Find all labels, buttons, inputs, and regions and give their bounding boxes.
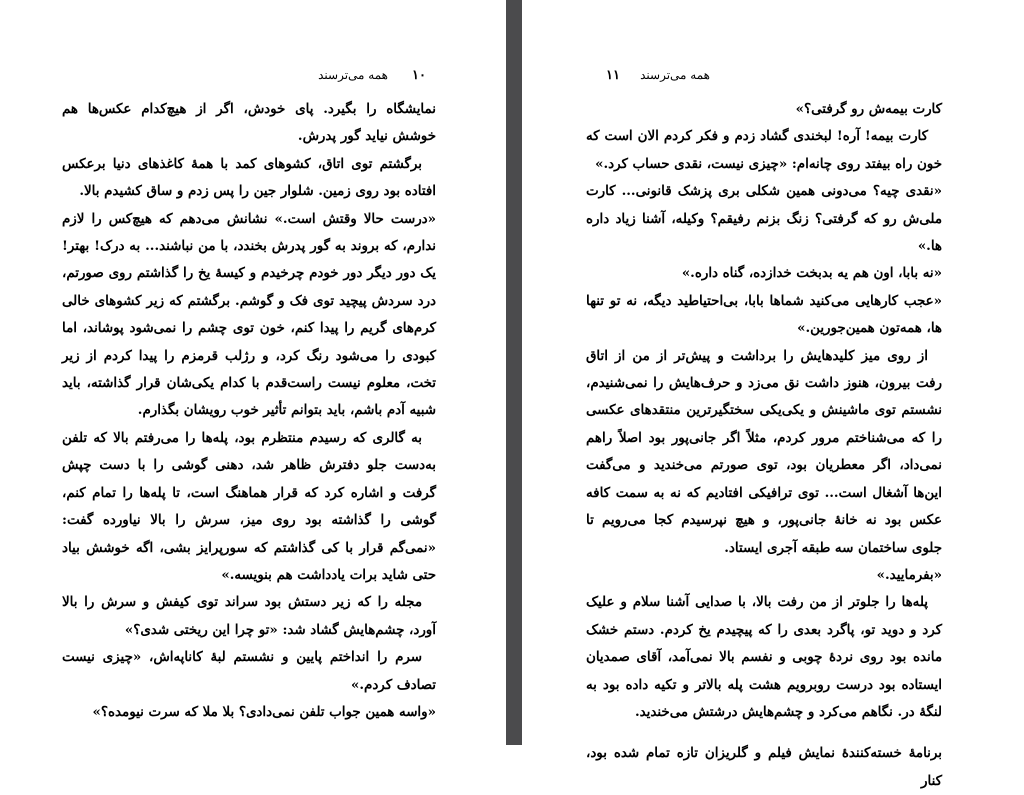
paragraph: از روی میز کلیدهایش را برداشت و پیش‌تر از من از اتاق رفت بیرون، هنوز داشت نق می‌زد و حرف‌هایش را نمی‌شنیدم، نشستم توی ماشینش و یکی‌یکی سختگیرترین منتقدهای عکسی را که می‌شناختم مرور کردم، مثلاً اگر جانی‌پور بود اصلاً راهم نمی‌داد، اگر معطریان بود، توی صورتم می‌خندید و می‌گفت این‌ها آشغال است... توی ترافیکی افتادیم که نه به سمت کافه عکس بود نه خانهٔ جانی‌پور، و هیچ نپرسیدم کجا می‌رویم تا جلوی ساختمان سه طبقه آجری ایستاد.: [586, 347, 942, 556]
paragraph: به گالری که رسیدم منتظرم بود، پله‌ها را می‌رفتم بالا که تلفن به‌دست جلو دفترش ظاهر شد، دهنی گوشی را با دست چپش گرفت و اشاره کرد که قرار هماهنگ است، تا پله‌ها را تمام کنم، گوشی را گذاشته بود روی میز، سرش را بالا نیاورده گفت: «نمی‌گم قرار با کی گذاشتم که سورپرایز بشی، اگه خوشش بیاد حتی شاید برات یادداشت هم بنویسه.»: [62, 429, 436, 583]
paragraph: «نقدی چیه؟ می‌دونی همین شکلی بری پزشک قانونی... کارت ملی‌ش رو که گرفتی؟ زنگ بزنم رفیقم؟ وکیله، آشنا زیاد داره ها.»: [586, 183, 942, 255]
page-number: ۱۱: [606, 68, 620, 83]
paragraph: «نه بابا، اون هم یه بدبخت خدازده، گناه داره.»: [681, 265, 942, 282]
right-page-header: [522, 68, 1024, 88]
paragraph: «بفرمایید.»: [876, 566, 942, 583]
left-page-header: [0, 68, 506, 88]
paragraph: «درست حالا وقتش است.» نشانش می‌دهم که هیچ‌کس را لازم ندارم، که بروند به گور پدرش بخندد، با من نباشند... به درک! بهتر! یک دور دیگر دور خودم چرخیدم و کیسهٔ یخ را گذاشتم روی صورتم، درد سردش پیچید توی فک و گوشم. برگشتم که زیر کشوهای خالی کرم‌های گریم را پیدا کنم، خون توی چشم را نمی‌شود پوشاند، اما کبودی را می‌شود رنگ کرد، و رژلب قرمزم را پیدا کردم از زیر تخت، معلوم نیست راست‌قدم با کدام یکی‌شان قرار گذاشته، باید شبیه آدم باشم، باید بتوانم تأثیر خوب رویشان بگذارم.: [62, 210, 436, 419]
left-page-body: [62, 96, 436, 726]
paragraph: نمایشگاه را بگیرد. پای خودش، اگر از هیچ‌کدام عکس‌ها هم خوشش نیاید گور پدرش.: [62, 101, 436, 145]
paragraph: «عجب کارهایی می‌کنید شماها بابا، بی‌احتیاطید دیگه، نه تو تنها ها، همه‌تون همین‌جورین.»: [586, 292, 942, 337]
right-page-body: [586, 96, 942, 795]
paragraph: پله‌ها را جلوتر از من رفت بالا، با صدایی آشنا سلام و علیک کرد و دوید تو، پاگرد بعدی را که پیچیدم یخ کردم. دستم خشک مانده بود روی نردهٔ چوبی و نفسم بالا نمی‌آمد، آقای صمدیان ایستاده بود درست روبرویم هشت پله بالاتر و تکیه داده بود به لنگهٔ در. نگاهم می‌کرد و چشم‌هایش درشتش می‌خندید.: [586, 594, 942, 720]
paragraph: کارت بیمه‌ش رو گرفتی؟»: [795, 101, 942, 117]
page-number: ۱۰: [412, 68, 426, 83]
right-page: [522, 0, 1024, 789]
paragraph: برگشتم توی اتاق، کشوهای کمد با همهٔ کاغذهای دنیا برعکس افتاده بود روی زمین. شلوار جین را پس زدم و ساق کشیدم بالا.: [62, 155, 436, 200]
paragraph: «واسه همین جواب تلفن نمی‌دادی؟ بلا ملا که سرت نیومده؟»: [92, 703, 436, 720]
paragraph: کارت بیمه! آره! لبخندی گشاد زدم و فکر کردم الان است که خون راه بیفتد روی چانه‌ام: «چیزی نیست، نقدی حساب کرد.»: [586, 128, 942, 172]
paragraph: سرم را انداختم پایین و نشستم لبهٔ کاناپه‌اش، «چیزی نیست تصادف کردم.»: [62, 649, 436, 693]
paragraph: برنامهٔ خسته‌کنندهٔ نمایش فیلم و گلریزان تازه تمام شده بود، کنار: [586, 745, 942, 789]
paragraph: مجله را که زیر دستش بود سراند توی کیفش و سرش را بالا آورد، چشم‌هایش گشاد شد: «تو چرا این ریختی شدی؟»: [62, 594, 436, 638]
running-title: همه می‌ترسند: [318, 68, 388, 82]
page-gutter: [506, 0, 522, 745]
running-title: همه می‌ترسند: [640, 68, 710, 82]
left-page: [0, 0, 506, 745]
